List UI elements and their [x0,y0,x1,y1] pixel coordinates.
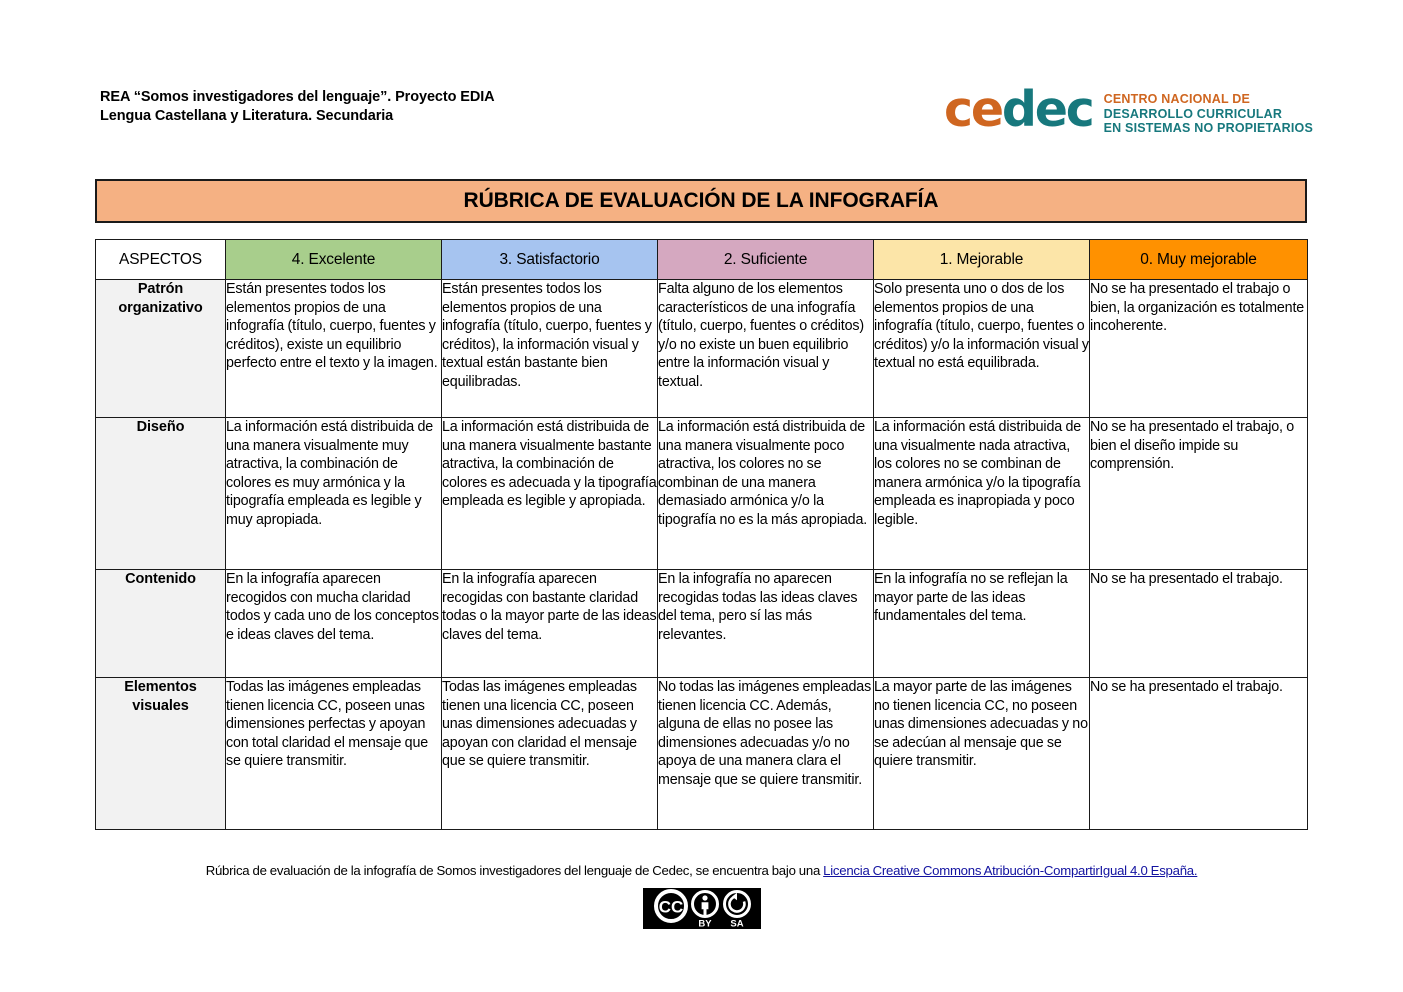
row-label-patron-organizativo: Patrón organizativo [96,280,226,418]
license-statement-text: Rúbrica de evaluación de la infografía de Somos investigadores del lenguaje de Cedec, se encuentra bajo una [205,863,824,878]
cell-patron-satisfactorio: Están presentes todos los elementos propios de una infografía (título, cuerpo, fuentes y créditos), la información visual y textual están bastante bien equilibradas. [442,280,658,418]
table-row [96,418,1308,570]
table-row [96,678,1308,830]
cell-diseno-satisfactorio: La información está distribuida de una manera visualmente bastante atractiva, la combinación de colores es adecuada y la tipografía empleada es legible y apropiada. [442,418,658,570]
row-label-diseno: Diseño [96,418,226,570]
cell-contenido-muy-mejorable: No se ha presentado el trabajo. [1090,570,1308,678]
cell-diseno-muy-mejorable: No se ha presentado el trabajo, o bien el diseño impide su comprensión. [1090,418,1308,570]
cedec-wordmark [943,81,1093,138]
header-title-block [100,88,495,126]
license-link[interactable]: Licencia Creative Commons Atribución-CompartirIgual 4.0 España. [823,863,1198,878]
cell-diseno-mejorable: La información está distribuida de una visualmente nada atractiva, los colores no se combinan de manera armónica y/o la tipografía empleada es inapropiada y poco legible. [874,418,1090,570]
cell-diseno-suficiente: La información está distribuida de una manera visualmente poco atractiva, los colores no se combinan de una manera demasiado armónica y/o la tipografía no es la más apropiada. [658,418,874,570]
header-line-1: REA “Somos investigadores del lenguaje”. Proyecto EDIA [100,89,495,105]
row-label-elementos-visuales: Elementos visuales [96,678,226,830]
cell-diseno-excelente: La información está distribuida de una manera visualmente muy atractiva, la combinación de colores es muy armónica y la tipografía empleada es legible y muy apropiada. [226,418,442,570]
cell-contenido-satisfactorio: En la infografía aparecen recogidas con bastante claridad todas o la mayor parte de las ideas claves del tema. [442,570,658,678]
header-line-2: Lengua Castellana y Literatura. Secundaria [100,108,394,124]
column-header-suficiente: 2. Suficiente [658,240,874,280]
column-header-excelente: 4. Excelente [226,240,442,280]
cc-sa-label: SA [729,918,744,929]
column-header-mejorable: 1. Mejorable [874,240,1090,280]
cell-patron-excelente: Están presentes todos los elementos propios de una infografía (título, cuerpo, fuentes y créditos), existe un equilibrio perfecto entre el texto y la imagen. [226,280,442,418]
cell-patron-suficiente: Falta alguno de los elementos característicos de una infografía (título, cuerpo, fuentes o créditos) y/o no existe un buen equilibrio entre la información visual y textual. [658,280,874,418]
table-row [96,280,1308,418]
svg-text:CC: CC [658,897,683,917]
cell-contenido-excelente: En la infografía aparecen recogidos con mucha claridad todos y cada uno de los conceptos e ideas claves del tema. [226,570,442,678]
tagline-line-2: DESARROLLO CURRICULAR [1103,106,1283,121]
logo-text-dec: dec [1001,81,1093,138]
cell-elementos-suficiente: No todas las imágenes empleadas tienen licencia CC. Además, alguna de ellas no posee las dimensiones adecuadas y/o no apoya de una manera clara el mensaje que se quiere transmitir. [658,678,874,830]
cell-elementos-excelente: Todas las imágenes empleadas tienen licencia CC, poseen unas dimensiones perfectas y apoyan con total claridad el mensaje que se quiere transmitir. [226,678,442,830]
tagline-line-1: CENTRO NACIONAL DE [1103,92,1251,106]
tagline-line-3: EN SISTEMAS NO PROPIETARIOS [1103,121,1313,135]
document-footer [0,862,1403,929]
row-label-contenido: Contenido [96,570,226,678]
rubric-table [95,239,1308,830]
document-header [100,81,1313,148]
license-statement [0,862,1403,880]
table-body [96,280,1308,830]
cedec-tagline [1104,92,1313,136]
column-header-aspectos: ASPECTOS [96,240,226,280]
cell-patron-mejorable: Solo presenta uno o dos de los elementos propios de una infografía (título, cuerpo, fuentes o créditos) y/o la información visual y textual no está equilibrada. [874,280,1090,418]
page-title: RÚBRICA DE EVALUACIÓN DE LA INFOGRAFÍA [463,189,939,212]
creative-commons-badge-icon [643,888,761,929]
logo-text-ce: ce [943,81,1002,138]
cell-elementos-satisfactorio: Todas las imágenes empleadas tienen una licencia CC, poseen unas dimensiones adecuadas y apoyan con claridad el mensaje que se quiere transmitir. [442,678,658,830]
column-header-muy-mejorable: 0. Muy mejorable [1090,240,1308,280]
cell-contenido-suficiente: En la infografía no aparecen recogidas todas las ideas claves del tema, pero sí las más relevantes. [658,570,874,678]
cell-elementos-mejorable: La mayor parte de las imágenes no tienen licencia CC, no poseen unas dimensiones adecuadas y no se adecúan al mensaje que se quiere transmitir. [874,678,1090,830]
cell-contenido-mejorable: En la infografía no se reflejan la mayor parte de las ideas fundamentales del tema. [874,570,1090,678]
cc-by-label: BY [697,918,712,929]
cell-elementos-muy-mejorable: No se ha presentado el trabajo. [1090,678,1308,830]
cell-patron-muy-mejorable: No se ha presentado el trabajo o bien, la organización es totalmente incoherente. [1090,280,1308,418]
column-header-satisfactorio: 3. Satisfactorio [442,240,658,280]
cedec-logo [943,81,1313,138]
table-row [96,570,1308,678]
cc-badge-container [0,888,1403,929]
table-header-row [96,240,1308,280]
rubric-title-bar [95,179,1307,223]
